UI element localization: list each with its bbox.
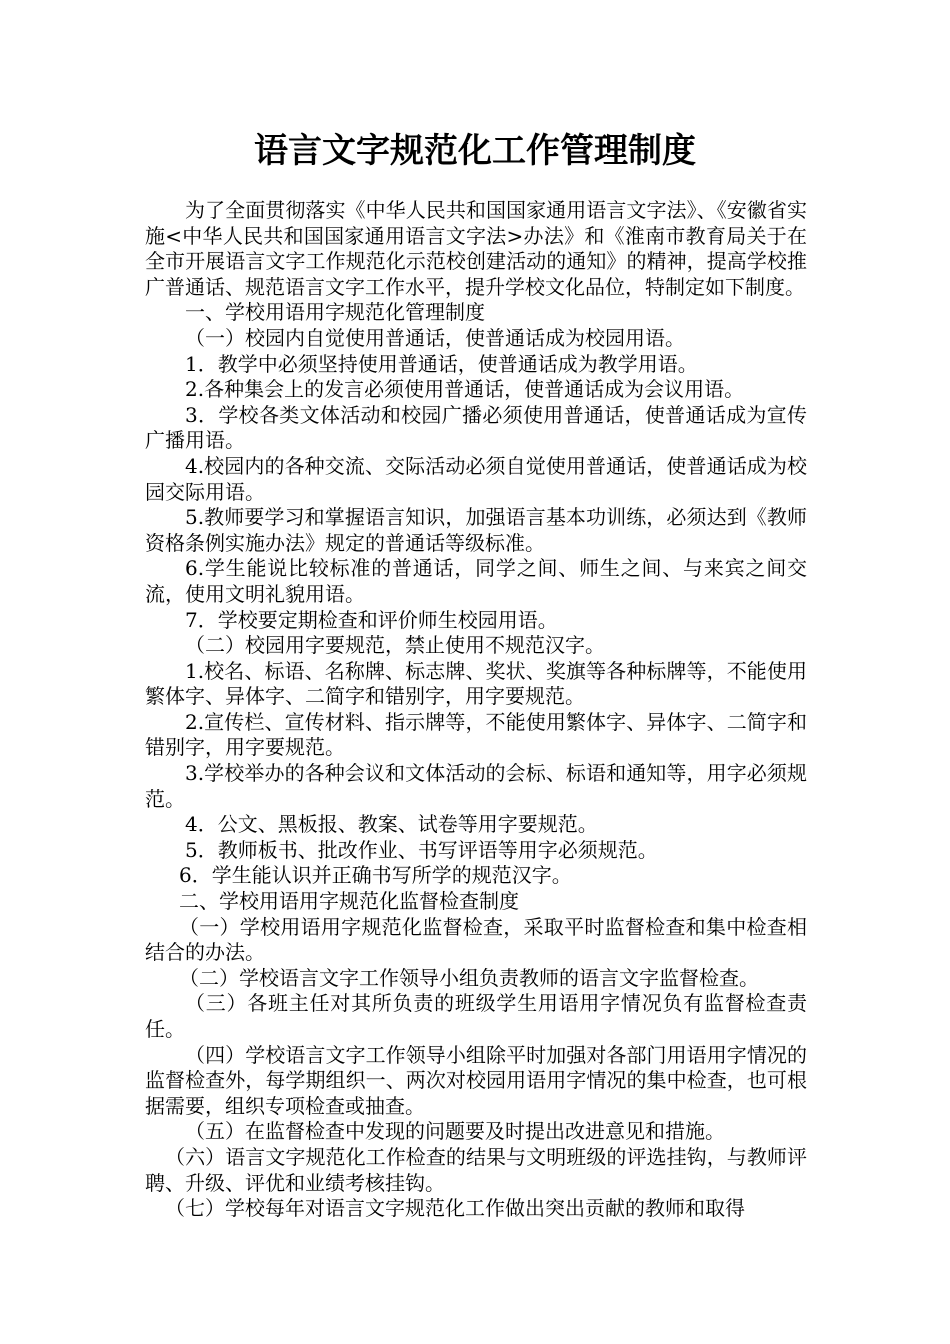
list-item: （七）学校每年对语言文字规范化工作做出突出贡献的教师和取得 <box>165 1196 745 1221</box>
list-item: 1.校名、标语、名称牌、标志牌、奖状、奖旗等各种标牌等，不能使用繁体字、异体字、二简字和错别字，用字要规范。 <box>145 658 807 709</box>
section-heading-1: 一、学校用语用字规范化管理制度 <box>185 300 485 325</box>
list-item: 5.教师要学习和掌握语言知识，加强语言基本功训练，必须达到《教师资格条例实施办法》规定的普通话等级标准。 <box>145 505 807 555</box>
list-item: （二）学校语言文字工作领导小组负责教师的语言文字监督检查。 <box>179 965 759 990</box>
subsection-heading: （一）校园内自觉使用普通话，使普通话成为校园用语。 <box>185 325 685 350</box>
list-item: （三）各班主任对其所负责的班级学生用语用字情况负有监督检查责任。 <box>145 991 807 1041</box>
document-body <box>145 198 807 1222</box>
list-item: 4．公文、黑板报、教案、试卷等用字要规范。 <box>185 812 598 837</box>
list-item: （五）在监督检查中发现的问题要及时提出改进意见和措施。 <box>185 1119 725 1144</box>
list-item: 4.校园内的各种交流、交际活动必须自觉使用普通话，使普通话成为校园交际用语。 <box>145 453 807 504</box>
list-item: 1．教学中必须坚持使用普通话，使普通话成为教学用语。 <box>185 351 698 376</box>
list-item: （四）学校语言文字工作领导小组除平时加强对各部门用语用字情况的监督检查外，每学期组织一、两次对校园用语用字情况的集中检查，也可根据需要，组织专项检查或抽查。 <box>145 1042 807 1118</box>
list-item: 3.学校举办的各种会议和文体活动的会标、标语和通知等，用字必须规范。 <box>145 761 807 811</box>
list-item: （一）学校用语用字规范化监督检查，采取平时监督检查和集中检查相结合的办法。 <box>145 914 807 965</box>
document-title: 语言文字规范化工作管理制度 <box>254 131 696 171</box>
paragraph-intro: 为了全面贯彻落实《中华人民共和国国家通用语言文字法》、《安徽省实施<中华人民共和国国家通用语言文字法>办法》和《淮南市教育局关于在全市开展语言文字工作规范化示范校创建活动的通知》的精神，提高学校推广普通话、规范语言文字工作水平，提升学校文化品位，特制定如下制度。 <box>145 198 807 299</box>
list-item: 3．学校各类文体活动和校园广播必须使用普通话，使普通话成为宣传广播用语。 <box>145 402 807 453</box>
list-item: 2.各种集会上的发言必须使用普通话，使普通话成为会议用语。 <box>185 377 745 402</box>
list-item: 7．学校要定期检查和评价师生校园用语。 <box>185 607 558 632</box>
list-item: （六）语言文字规范化工作检查的结果与文明班级的评选挂钩，与教师评聘、升级、评优和业绩考核挂钩。 <box>145 1144 807 1195</box>
list-item: 6．学生能认识并正确书写所学的规范汉字。 <box>179 863 572 888</box>
subsection-heading: （二）校园用字要规范，禁止使用不规范汉字。 <box>185 633 605 658</box>
list-item: 2.宣传栏、宣传材料、指示牌等，不能使用繁体字、异体字、二简字和错别字，用字要规范。 <box>145 709 807 760</box>
list-item: 5．教师板书、批改作业、书写评语等用字必须规范。 <box>185 837 658 862</box>
section-heading-2: 二、学校用语用字规范化监督检查制度 <box>179 889 519 914</box>
list-item: 6.学生能说比较标准的普通话，同学之间、师生之间、与来宾之间交流，使用文明礼貌用语。 <box>145 556 807 606</box>
